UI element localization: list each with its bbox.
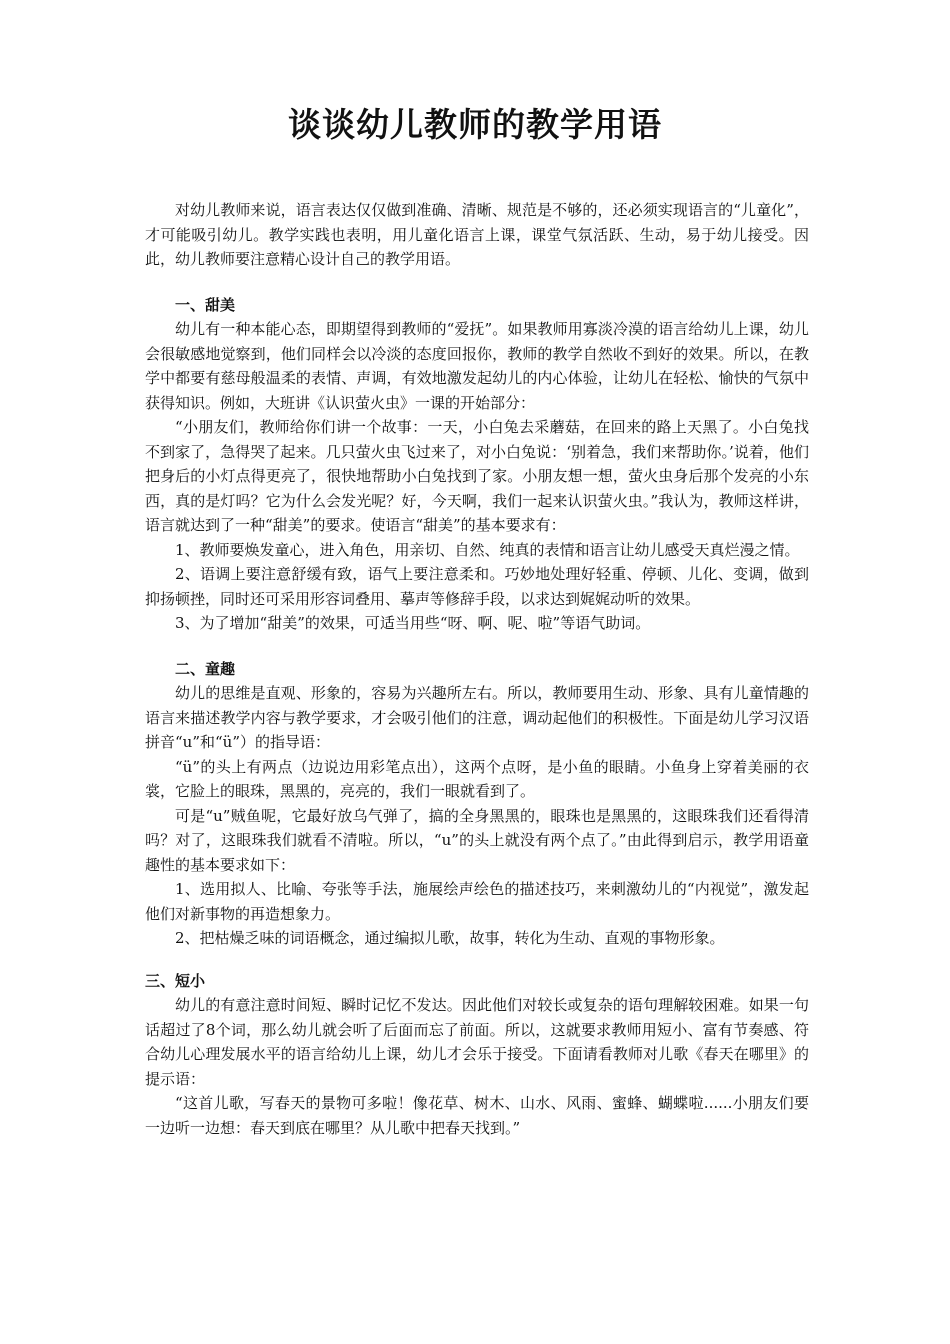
paragraph: 可是“u”贼鱼呢，它最好放乌气弹了，搞的全身黑黑的，眼珠也是黑黑的，这眼珠我们还看得清吗？对了，这眼珠我们就看不清啦。所以，“u”的头上就没有两个点了。”由此得到启示，教学用语童趣性的基本要求如下： [145, 806, 809, 874]
paragraph: “ü”的头上有两点（边说边用彩笔点出），这两个点呀，是小鱼的眼睛。小鱼身上穿着美丽的衣裳，它脸上的眼珠，黑黑的，亮亮的，我们一眼就看到了。 [145, 757, 809, 800]
list-item: 3、为了增加“甜美”的效果，可适当用些“呀、啊、呢、啦”等语气助词。 [175, 614, 651, 632]
paragraph: 幼儿的思维是直观、形象的，容易为兴趣所左右。所以，教师要用生动、形象、具有儿童情趣的语言来描述教学内容与教学要求，才会吸引他们的注意，调动起他们的积极性。下面是幼儿学习汉语拼音“u”和“ü”）的指导语： [145, 684, 809, 751]
document-title: 谈谈幼儿教师的教学用语 [288, 105, 662, 144]
paragraph: 幼儿有一种本能心态，即期望得到教师的“爱抚”。如果教师用寡淡冷漠的语言给幼儿上课，幼儿会很敏感地觉察到，他们同样会以冷淡的态度回报你，教师的教学自然收不到好的效果。所以，在教学中都要有慈母般温柔的表情、声调，有效地激发起幼儿的内心体验，让幼儿在轻松、愉快的气氛中获得知识。例如，大班讲《认识萤火虫》一课的开始部分： [145, 320, 809, 412]
section-heading-short: 三、短小 [145, 971, 206, 990]
section-heading-sweet: 一、甜美 [175, 295, 236, 314]
list-item: 1、选用拟人、比喻、夸张等手法，施展绘声绘色的描述技巧，来刺激幼儿的“内视觉”，激发起他们对新事物的再造想象力。 [145, 880, 809, 923]
intro-paragraph: 对幼儿教师来说，语言表达仅仅做到准确、清晰、规范是不够的，还必须实现语言的“儿童化”，才可能吸引幼儿。教学实践也表明，用儿童化语言上课，课堂气氛活跃、生动，易于幼儿接受。因此，幼儿教师要注意精心设计自己的教学用语。 [145, 201, 809, 268]
paragraph: “这首儿歌，写春天的景物可多啦！像花草、树木、山水、风雨、蜜蜂、蝴蝶啦......小朋友们要一边听一边想：春天到底在哪里？从儿歌中把春天找到。” [145, 1094, 809, 1137]
paragraph: 幼儿的有意注意时间短、瞬时记忆不发达。因此他们对较长或复杂的语句理解较困难。如果一句话超过了8个词，那么幼儿就会听了后面而忘了前面。所以，这就要求教师用短小、富有节奏感、符合幼儿心理发展水平的语言给幼儿上课，幼儿才会乐于接受。下面请看教师对儿歌《春天在哪里》的提示语： [145, 996, 809, 1088]
list-item: 2、语调上要注意舒缓有致，语气上要注意柔和。巧妙地处理好轻重、停顿、儿化、变调，做到抑扬顿挫，同时还可采用形容词叠用、摹声等修辞手段，以求达到娓娓动听的效果。 [145, 565, 809, 608]
document-body [145, 198, 809, 1140]
list-item: 2、把枯燥乏味的词语概念，通过编拟儿歌，故事，转化为生动、直观的事物形象。 [175, 929, 725, 947]
paragraph: “小朋友们，教师给你们讲一个故事：一天，小白兔去采蘑菇，在回来的路上天黑了。小白兔找不到家了，急得哭了起来。几只萤火虫飞过来了，对小白兔说：‘别着急，我们来帮助你。’说着，他们把身后的小灯点得更亮了，很快地帮助小白兔找到了家。小朋友想一想，萤火虫身后那个发亮的小东西，真的是灯吗？它为什么会发光呢？好，今天啊，我们一起来认识萤火虫。”我认为，教师这样讲，语言就达到了一种“甜美”的要求。使语言“甜美”的基本要求有： [145, 418, 809, 534]
list-item: 1、教师要焕发童心，进入角色，用亲切、自然、纯真的表情和语言让幼儿感受天真烂漫之情。 [175, 540, 800, 559]
section-heading-childlike: 二、童趣 [175, 659, 236, 678]
